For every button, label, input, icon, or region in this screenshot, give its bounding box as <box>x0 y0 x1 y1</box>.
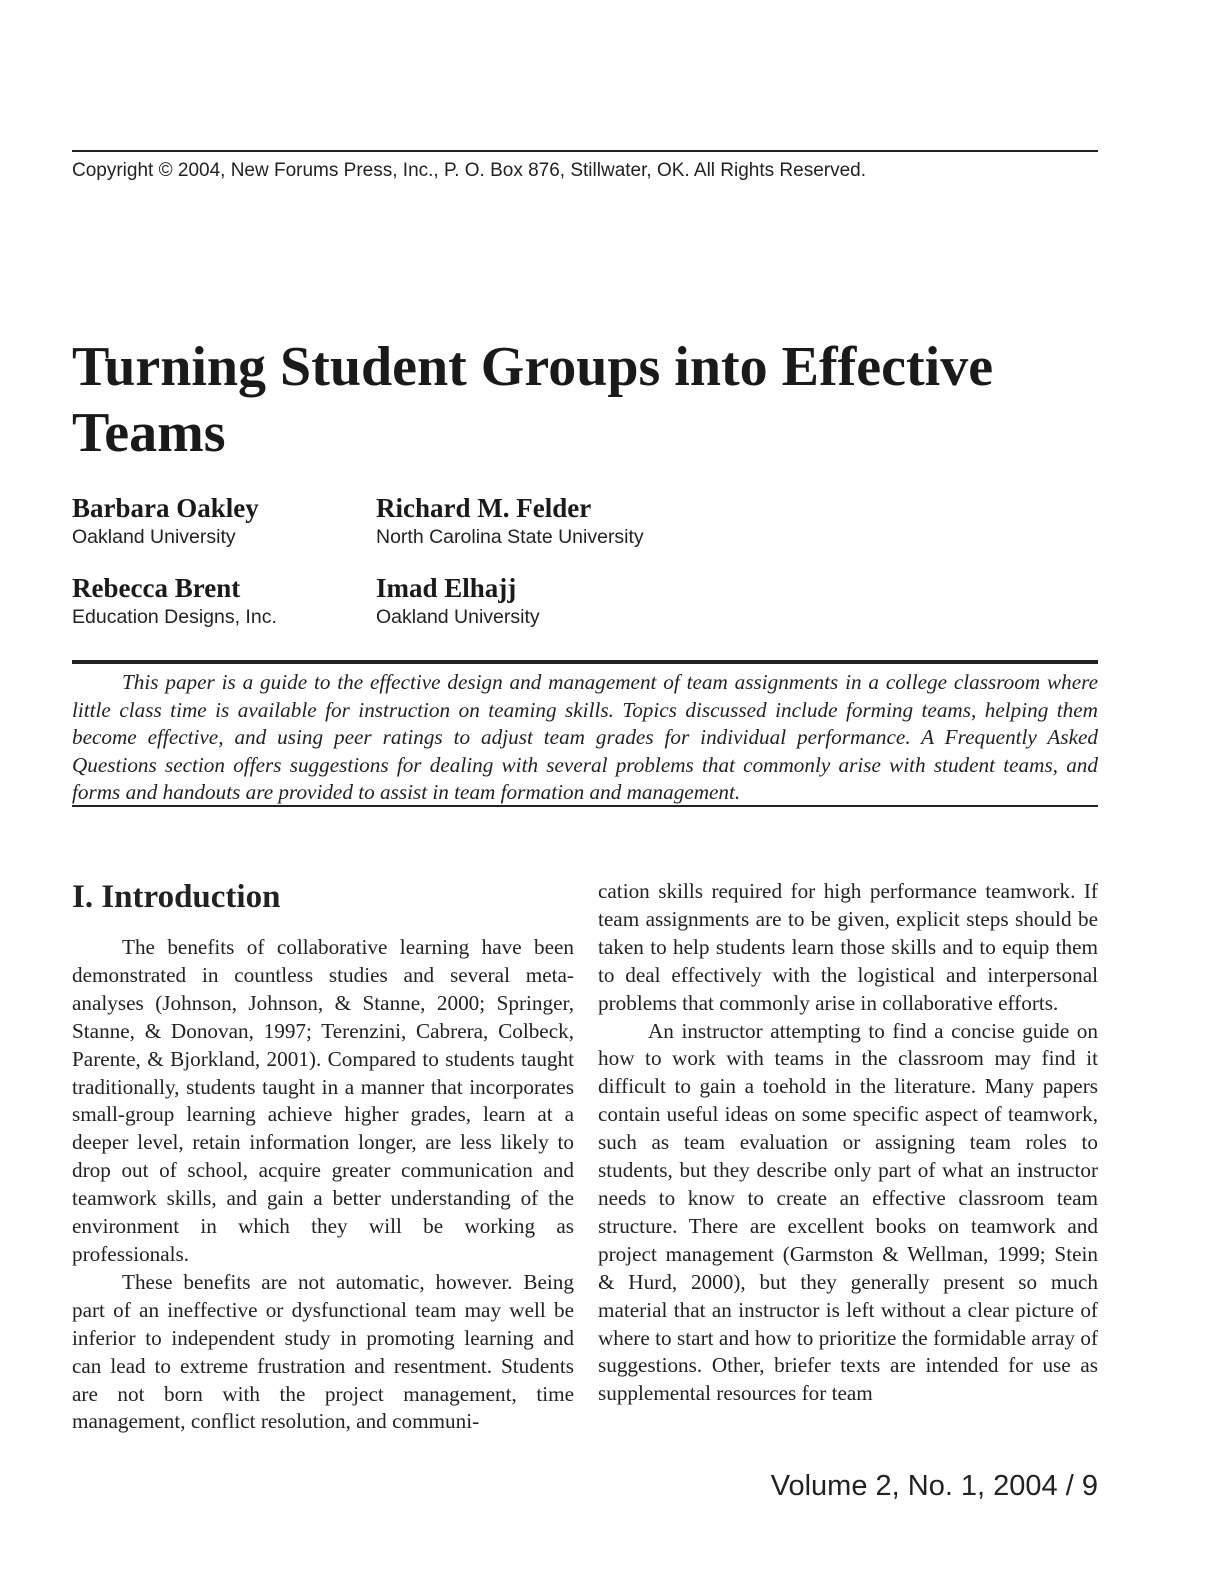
page-footer: Volume 2, No. 1, 2004 / 9 <box>770 1470 1098 1502</box>
author-name: Rebecca Brent <box>72 573 241 603</box>
abstract: This paper is a guide to the effective design and management of team assignments in a college classroom where little class time is available for instruction on teaming skills. Topics discussed include forming teams, helping them become effective, and using peer ratings to adjust team grades for individual performance. A Frequently Asked Questions section offers suggestions for dealing with several problems that commonly arise with student teams, and forms and handouts are provided to assist in team formation and management. <box>72 670 1098 805</box>
author-affiliation: North Carolina State University <box>376 526 644 548</box>
header-rule <box>72 150 1098 152</box>
abstract-bottom-rule <box>72 805 1098 807</box>
right-column <box>598 878 1098 1408</box>
author-block <box>376 492 644 550</box>
author-name: Barbara Oakley <box>72 493 259 523</box>
author-block <box>72 492 259 550</box>
author-name: Richard M. Felder <box>376 493 592 523</box>
copyright-notice: Copyright © 2004, New Forums Press, Inc., P. O. Box 876, Stillwater, OK. All Rights Reserved. <box>72 160 867 181</box>
author-affiliation: Oakland University <box>72 526 236 548</box>
section-heading: I. Introduction <box>72 879 281 915</box>
body-paragraph: The benefits of collaborative learning have been demonstrated in countless studies and several meta-analyses (Johnson, Johnson, & Stanne, 2000; Springer, Stanne, & Donovan, 1997; Terenzini, Cabrera, Colbeck, Parente, & Bjorkland, 2001). Compared to students taught traditionally, students taught in a manner that incorporates small-group learning achieve higher grades, learn at a deeper level, retain information longer, are less likely to drop out of school, acquire greater communication and teamwork skills, and gain a better understanding of the environment in which they will be working as professionals. <box>72 935 574 1266</box>
body-paragraph: An instructor attempting to find a concise guide on how to work with teams in the classroom may find it difficult to gain a toehold in the literature. Many papers contain useful ideas on some specific aspect of teamwork, such as team evaluation or assigning team roles to students, but they describe only part of what an instructor needs to know to create an effective classroom team structure. There are excellent books on teamwork and project management (Garmston & Wellman, 1999; Stein & Hurd, 2000), but they generally present so much material that an instructor is left without a clear picture of where to start and how to prioritize the formidable array of suggestions. Other, briefer texts are intended for use as supplemental resources for team <box>598 1018 1098 1406</box>
body-paragraph: cation skills required for high performance teamwork. If team assignments are to be given, explicit steps should be taken to help students learn those skills and to equip them to deal effectively with the logistical and interpersonal problems that commonly arise in collaborative efforts. <box>598 879 1098 1015</box>
abstract-top-rule <box>72 660 1098 664</box>
author-block <box>376 572 540 630</box>
author-affiliation: Oakland University <box>376 606 540 628</box>
author-name: Imad Elhajj <box>376 573 517 603</box>
author-affiliation: Education Designs, Inc. <box>72 606 277 628</box>
left-column <box>72 878 574 1436</box>
author-block <box>72 572 277 630</box>
body-paragraph: These benefits are not automatic, however. Being part of an ineffective or dysfunctional team may well be inferior to independent study in promoting learning and can lead to extreme frustration and resentment. Students are not born with the project management, time management, conflict resolution, and communi- <box>72 1269 574 1434</box>
paper-title: Turning Student Groups into Effective Teams <box>72 336 994 464</box>
